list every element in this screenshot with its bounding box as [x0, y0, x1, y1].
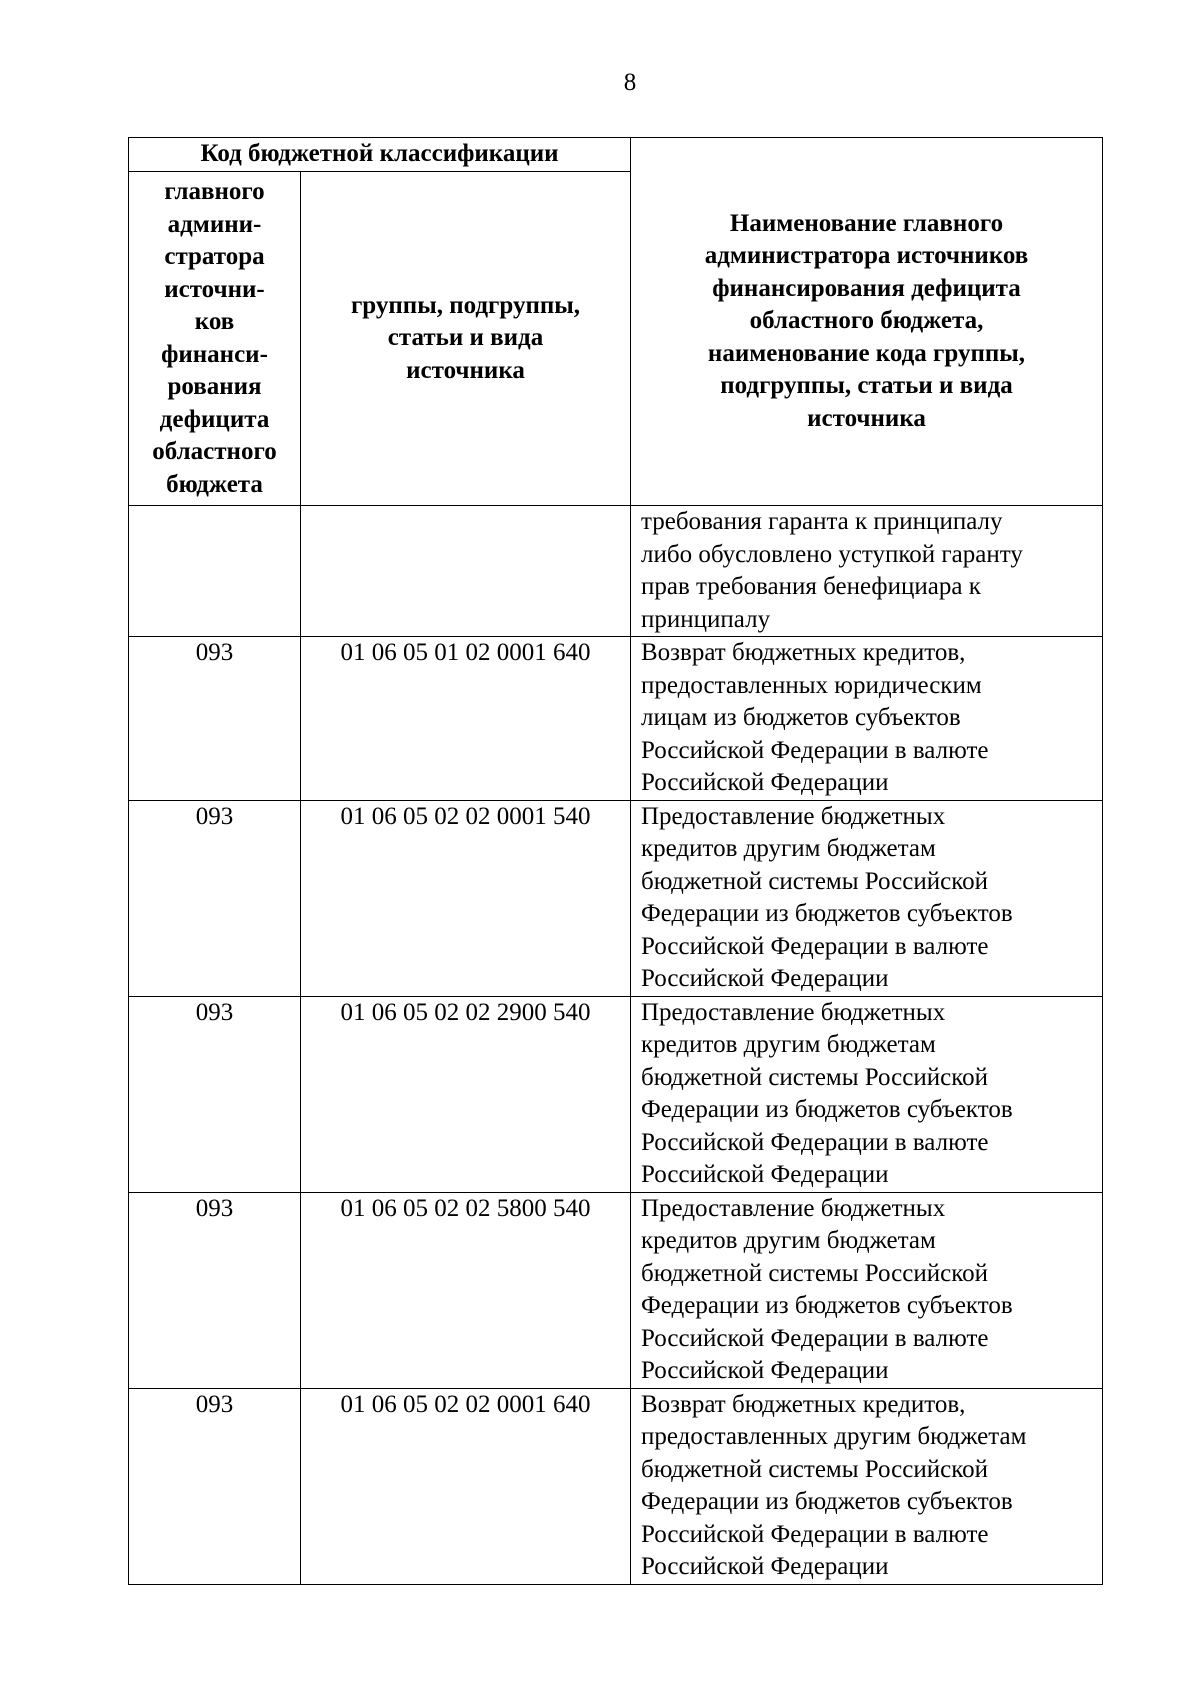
source-name-line: Федерации из бюджетов субъектов — [641, 1096, 1013, 1123]
admin-code-cell: 093 — [129, 637, 301, 801]
source-code-cell: 01 06 05 02 02 2900 540 — [301, 996, 631, 1192]
header-name-line: подгруппы, статьи и вида — [720, 372, 1013, 400]
source-name-line: Российской Федерации — [641, 1161, 889, 1188]
table-row — [129, 996, 1103, 1192]
source-name-cell — [631, 800, 1103, 996]
source-name-line: Возврат бюджетных кредитов, — [641, 639, 966, 666]
source-name-line: Предоставление бюджетных — [641, 998, 946, 1026]
source-code-cell: 01 06 05 02 02 0001 640 — [301, 1388, 631, 1584]
table-row — [129, 800, 1103, 996]
source-code-cell: 01 06 05 02 02 0001 540 — [301, 800, 631, 996]
header-name-line: Наименование главного — [729, 209, 1004, 237]
source-code-cell: 01 06 05 01 02 0001 640 — [301, 637, 631, 801]
header-group-line: источника — [406, 356, 525, 384]
header-name-line: наименование кода группы, — [707, 339, 1026, 367]
header-admin-line: финанси- — [161, 340, 268, 368]
source-name-cell — [631, 506, 1103, 637]
header-admin-line: дефицита — [159, 405, 270, 433]
page-number: 8 — [623, 69, 637, 96]
header-admin-line: источни- — [164, 275, 265, 303]
source-name-line: Российской Федерации — [641, 1357, 889, 1384]
source-name-line: предоставленных юридическим — [641, 671, 982, 699]
source-name-line: принципалу — [641, 605, 771, 633]
header-admin-line: бюджета — [166, 470, 263, 498]
source-name-line: требования гаранта к принципалу — [641, 508, 1003, 535]
source-name-line: Российской Федерации в валюте — [641, 736, 989, 764]
header-name-line: областного бюджета, — [749, 307, 984, 335]
table-row — [129, 506, 1103, 637]
source-name-line: кредитов другим бюджетам — [641, 1227, 936, 1254]
header-admin-column — [129, 172, 301, 506]
source-name-line: Российской Федерации — [641, 965, 889, 992]
header-group-line: статьи и вида — [387, 324, 544, 352]
header-name-column — [631, 138, 1103, 506]
source-name-line: прав требования бенефициара к — [641, 573, 981, 600]
table-row — [129, 1388, 1103, 1584]
source-name-line: Российской Федерации в валюте — [641, 932, 989, 960]
source-name-line: бюджетной системы Российской — [641, 1455, 988, 1483]
budget-classification-table — [128, 137, 1103, 1585]
source-name-line: Федерации из бюджетов субъектов — [641, 900, 1013, 927]
source-name-line: Предоставление бюджетных — [641, 1194, 946, 1222]
admin-code-cell — [129, 506, 301, 637]
header-admin-line: админи- — [167, 210, 262, 238]
header-classification-code: Код бюджетной классификации — [129, 138, 631, 172]
source-name-line: бюджетной системы Российской — [641, 1259, 988, 1287]
admin-code-cell: 093 — [129, 996, 301, 1192]
source-name-line: кредитов другим бюджетам — [641, 835, 936, 862]
source-name-line: Предоставление бюджетных — [641, 802, 946, 830]
source-name-cell — [631, 637, 1103, 801]
source-name-cell — [631, 996, 1103, 1192]
admin-code-cell: 093 — [129, 1192, 301, 1388]
header-group-line: группы, подгруппы, — [350, 291, 581, 319]
source-name-line: бюджетной системы Российской — [641, 1063, 988, 1091]
source-name-line: бюджетной системы Российской — [641, 867, 988, 895]
source-name-line: Российской Федерации — [641, 1553, 889, 1580]
header-row-top — [129, 138, 1103, 172]
source-name-line: Возврат бюджетных кредитов, — [641, 1390, 966, 1418]
header-admin-line: рования — [167, 373, 262, 400]
admin-code-cell: 093 — [129, 800, 301, 996]
header-name-line: источника — [807, 404, 926, 432]
source-name-line: либо обусловлено уступкой гаранту — [641, 540, 1023, 568]
source-name-line: предоставленных другим бюджетам — [641, 1423, 1027, 1450]
source-name-line: кредитов другим бюджетам — [641, 1031, 936, 1058]
source-name-cell — [631, 1388, 1103, 1584]
source-code-cell — [301, 506, 631, 637]
source-name-line: Федерации из бюджетов субъектов — [641, 1292, 1013, 1319]
source-name-line: Российской Федерации в валюте — [641, 1324, 989, 1352]
source-name-line: Российской Федерации в валюте — [641, 1520, 989, 1548]
header-admin-line: главного — [164, 178, 265, 205]
header-name-line: финансирования дефицита — [712, 274, 1021, 302]
table-row — [129, 1192, 1103, 1388]
source-name-line: Российской Федерации — [641, 769, 889, 796]
source-name-line: Российской Федерации в валюте — [641, 1128, 989, 1156]
source-name-line: Федерации из бюджетов субъектов — [641, 1488, 1013, 1515]
header-admin-line: стратора — [164, 243, 265, 270]
source-name-cell — [631, 1192, 1103, 1388]
table-row — [129, 637, 1103, 801]
source-name-line: лицам из бюджетов субъектов — [641, 704, 961, 731]
header-admin-line: областного — [152, 438, 277, 465]
admin-code-cell: 093 — [129, 1388, 301, 1584]
header-admin-line: ков — [194, 308, 235, 335]
source-code-cell: 01 06 05 02 02 5800 540 — [301, 1192, 631, 1388]
header-group-column — [301, 172, 631, 506]
header-name-line: администратора источников — [704, 242, 1029, 270]
